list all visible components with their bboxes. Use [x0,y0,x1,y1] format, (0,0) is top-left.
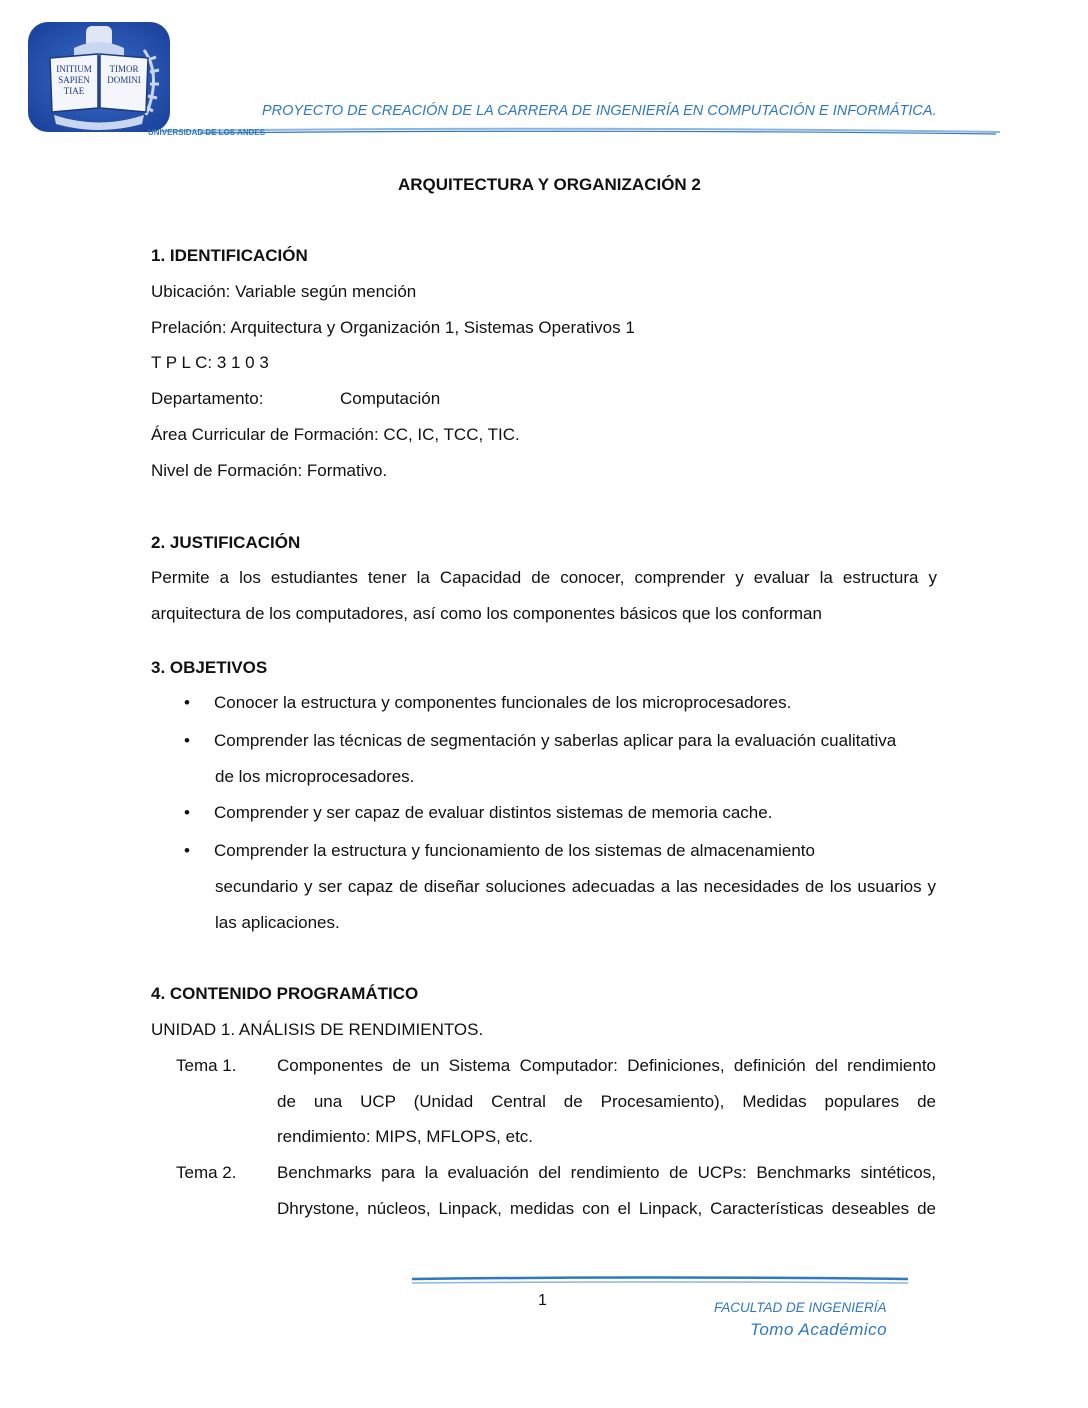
university-name: UNIVERSIDAD DE LOS ANDES [148,128,266,137]
objetivo-item-continuation: las aplicaciones. [215,913,340,932]
objetivo-item: Comprender la estructura y funcionamiento de los sistemas de almacenamiento [214,841,815,860]
bullet-icon: • [184,731,190,750]
objetivo-item-continuation: de los microprocesadores. [215,767,415,786]
section-1-heading: 1. IDENTIFICACIÓN [151,246,308,265]
university-logo [24,20,174,135]
tema-2-label: Tema 2. [176,1163,237,1182]
header-rule [160,124,1000,136]
prelacion-text: Prelación: Arquitectura y Organización 1, Sistemas Operativos 1 [151,318,635,337]
departamento-value: Computación [340,389,441,408]
tema-1-label: Tema 1. [176,1056,237,1075]
footer-faculty: FACULTAD DE INGENIERÍA [714,1300,887,1315]
section-4-heading: 4. CONTENIDO PROGRAMÁTICO [151,984,419,1003]
bullet-icon: • [184,841,190,860]
logo-motto-right-2: DOMINI [107,75,141,85]
section-3-heading: 3. OBJETIVOS [151,658,268,677]
logo-motto-left-3: TIAE [63,86,85,96]
objetivo-item-continuation: secundario y ser capaz de diseñar soluciones adecuadas a las necesidades de los usuarios y [215,877,936,896]
logo-motto-left-1: INITIUM [56,64,92,74]
justificacion-line-2: arquitectura de los computadores, así como los componentes básicos que los conforman [151,604,822,623]
bullet-icon: • [184,693,190,712]
departamento-label: Departamento: [151,389,264,408]
justificacion-line-1: Permite a los estudiantes tener la Capacidad de conocer, comprender y evaluar la estructura y [151,568,937,587]
objetivo-item: Comprender las técnicas de segmentación y saberlas aplicar para la evaluación cualitativa [214,731,897,750]
header-project-title: PROYECTO DE CREACIÓN DE LA CARRERA DE INGENIERÍA EN COMPUTACIÓN E INFORMÁTICA. [262,103,937,119]
bullet-icon: • [184,803,190,822]
document-title: ARQUITECTURA Y ORGANIZACIÓN 2 [398,175,701,194]
nivel-formacion-text: Nivel de Formación: Formativo. [151,461,388,480]
footer-rule [410,1274,910,1286]
unidad-1-title: UNIDAD 1. ANÁLISIS DE RENDIMIENTOS. [151,1020,484,1039]
tema-2-line: Dhrystone, núcleos, Linpack, medidas con el Linpack, Características deseables de [277,1199,936,1218]
tplc-text: T P L C: 3 1 0 3 [151,353,269,372]
ubicacion-text: Ubicación: Variable según mención [151,282,417,301]
tema-1-line: rendimiento: MIPS, MFLOPS, etc. [277,1127,534,1146]
section-2-heading: 2. JUSTIFICACIÓN [151,533,301,552]
page-number: 1 [538,1292,547,1309]
area-curricular-text: Área Curricular de Formación: CC, IC, TCC, TIC. [151,425,520,444]
objetivo-item: Comprender y ser capaz de evaluar distintos sistemas de memoria cache. [214,803,773,822]
tema-1-line: de una UCP (Unidad Central de Procesamiento), Medidas populares de [277,1092,936,1111]
footer-tomo: Tomo Académico [750,1320,888,1339]
logo-motto-left-2: SAPIEN [58,75,90,85]
tema-2-line: Benchmarks para la evaluación del rendimiento de UCPs: Benchmarks sintéticos, [277,1163,936,1182]
logo-motto-right-1: TIMOR [109,64,139,74]
tema-1-line: Componentes de un Sistema Computador: Definiciones, definición del rendimiento [277,1056,936,1075]
objetivo-item: Conocer la estructura y componentes funcionales de los microprocesadores. [214,693,792,712]
